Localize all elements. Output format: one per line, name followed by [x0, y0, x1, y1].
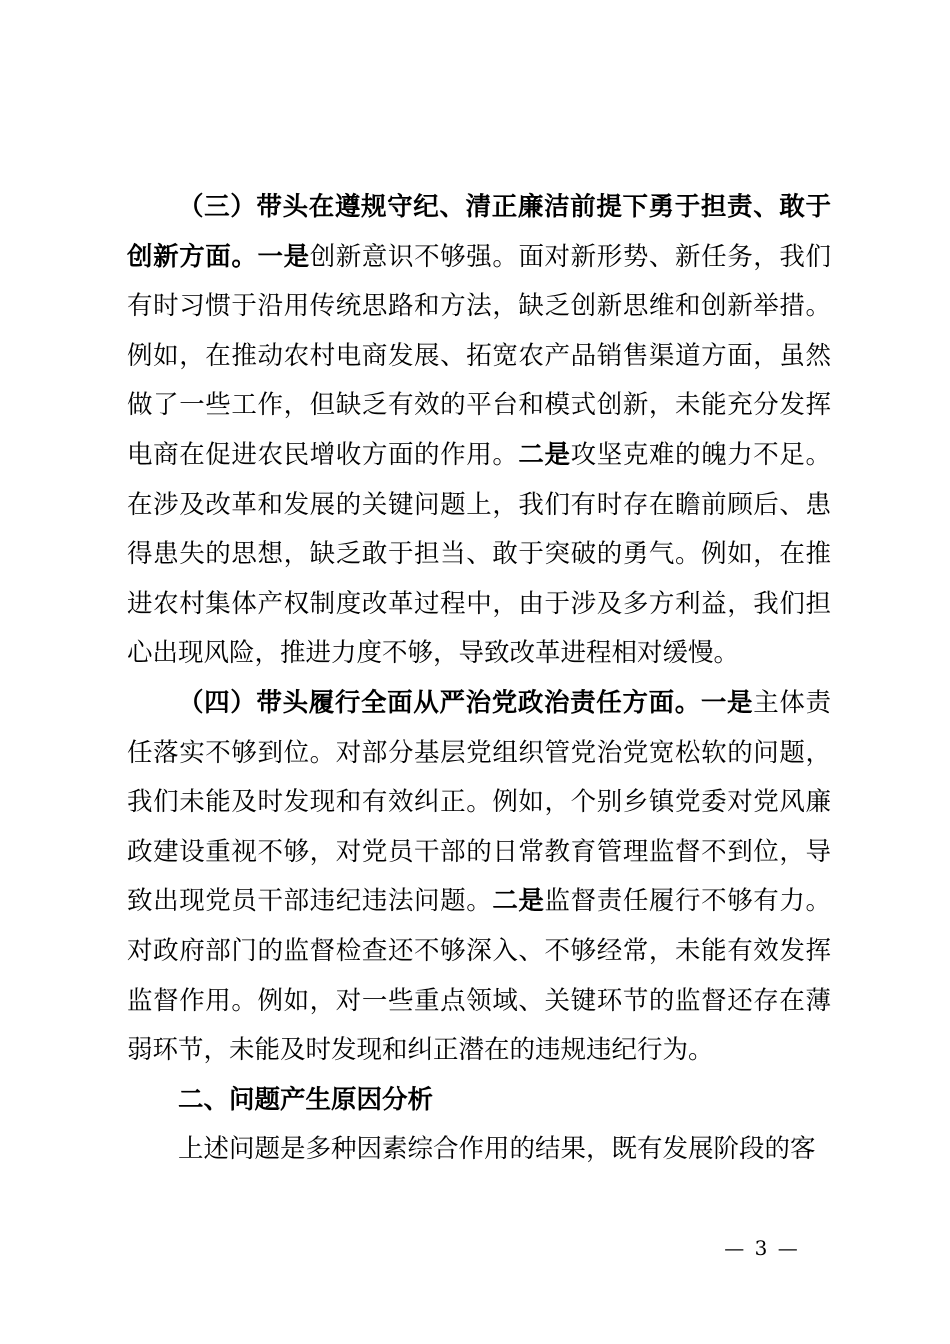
- point-2-text: 攻坚克难的魄力不足。在涉及改革和发展的关键问题上，我们有时存在瞻前顾后、患得患失的思想，缺乏敢于担当、敢于突破的勇气。例如，在推进农村集体产权制度改革过程中，由于涉及多方利益，我们担心出现风险，推进力度不够，导致改革进程相对缓慢。: [127, 439, 831, 669]
- point-1-label: 一是: [700, 687, 754, 718]
- point-1-text: 主体责任落实不够到位。对部分基层党组织管党治党宽松软的问题，我们未能及时发现和有效纠正。例如，个别乡镇党委对党风廉政建设重视不够，对党员干部的日常教育管理监督不到位，导致出现党员干部违纪违法问题。: [127, 687, 831, 917]
- section-4-heading: （四）带头履行全面从严治党政治责任方面。: [178, 687, 701, 718]
- document-body: [127, 183, 831, 1175]
- point-1-text: 创新意识不够强。面对新形势、新任务，我们有时习惯于沿用传统思路和方法，缺乏创新思维和创新举措。例如，在推动农村电商发展、拓宽农产品销售渠道方面，虽然做了一些工作，但缺乏有效的平台和模式创新，未能充分发挥电商在促进农民增收方面的作用。: [127, 241, 831, 470]
- paragraph-section-4: [127, 679, 831, 1076]
- page-number: — 3 —: [724, 1236, 800, 1260]
- point-2-label: 二是: [492, 886, 545, 917]
- point-1-label: 一是: [257, 241, 310, 272]
- final-paragraph: 上述问题是多种因素综合作用的结果，既有发展阶段的客: [178, 1134, 816, 1165]
- section-3-heading: （三）带头在遵规守纪、清正廉洁前提下勇于担责、敢于创新方面。: [127, 192, 831, 272]
- point-2-text: 监督责任履行不够有力。对政府部门的监督检查还不够深入、不够经常，未能有效发挥监督作用。例如，对一些重点领域、关键环节的监督还存在薄弱环节，未能及时发现和纠正潜在的违规违纪行为。: [127, 886, 831, 1066]
- section-heading: 二、问题产生原因分析: [178, 1084, 434, 1115]
- paragraph-section-3: [127, 183, 831, 679]
- point-2-label: 二是: [518, 439, 571, 470]
